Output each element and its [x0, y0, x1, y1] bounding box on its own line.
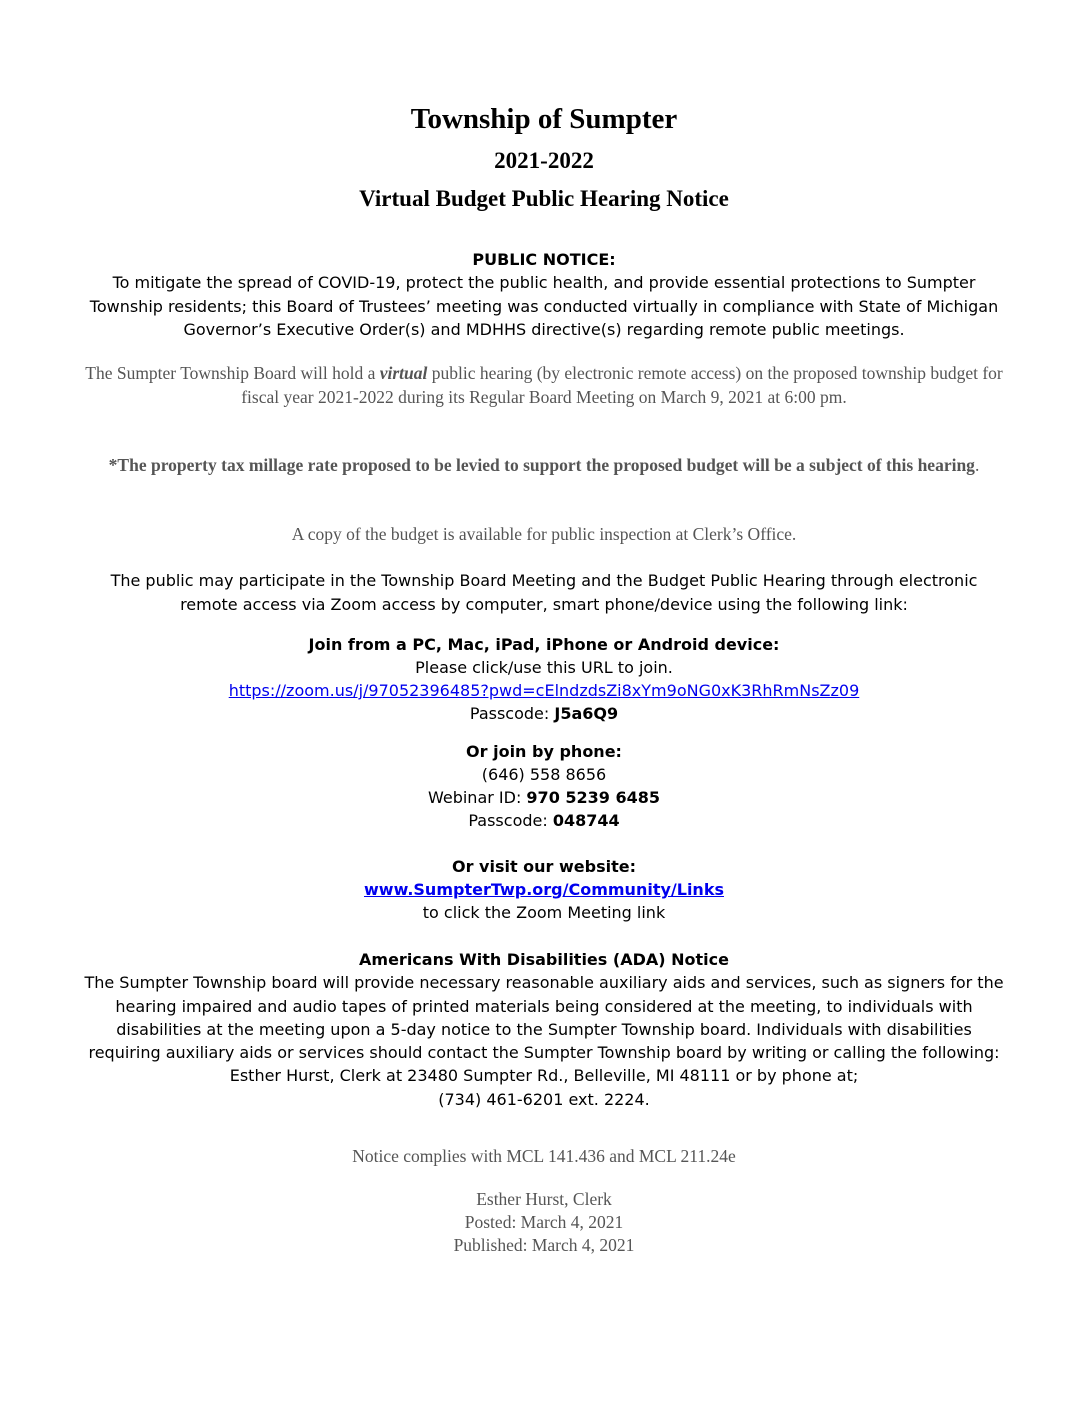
participation-paragraph: The public may participate in the Township Board Meeting and the Budget Public Hearing through electronic remote access via Zoom access by computer, smart phone/device using the following link: [110, 571, 978, 614]
join-phone-section [80, 740, 1008, 832]
millage-end: . [974, 455, 980, 475]
join-phone-heading: Or join by phone: [466, 742, 622, 761]
website-note: to click the Zoom Meeting link [422, 903, 666, 922]
fiscal-year-heading: 2021-2022 [494, 148, 594, 173]
webinar-id-line [80, 786, 1008, 809]
join-online-section [80, 633, 1008, 725]
signature-block [80, 1188, 1008, 1257]
webinar-id: 970 5239 6485 [526, 788, 661, 807]
ada-body: The Sumpter Township board will provide necessary reasonable auxiliary aids and services, such as signers for the hearing impaired and audio tapes of printed materials being considered at the meeting, to individuals with disabilities at the meeting upon a 5-day notice to the Sumpter Township board. Individuals with disabilities requiring auxiliary aids or services should contact the Sumpter Township board by writing or calling the following: Esther Hurst, Clerk at 23480 Sumpter Rd., Belleville, MI 48111 or by phone at; [84, 973, 1004, 1086]
webinar-id-label: Webinar ID: [427, 788, 527, 807]
hearing-text-after: public hearing (by electronic remote access) on the proposed township budget for fiscal year 2021-2022 during its Regular Board Meeting on March 9, 2021 at 6:00 pm. [241, 363, 1003, 407]
join-online-heading: Join from a PC, Mac, iPad, iPhone or Android device: [308, 635, 780, 654]
ada-heading: Americans With Disabilities (ADA) Notice [359, 950, 729, 969]
millage-text: *The property tax millage rate proposed to be levied to support the proposed budget will be a subject of this hearing [108, 455, 975, 475]
posted-date: Posted: March 4, 2021 [464, 1212, 624, 1232]
ada-section [80, 948, 1008, 1111]
page-title: Township of Sumpter [410, 103, 678, 135]
online-passcode-label: Passcode: [469, 704, 555, 723]
hearing-emphasis: virtual [379, 363, 428, 383]
phone-passcode-line [80, 809, 1008, 832]
website-section [80, 855, 1008, 924]
website-heading: Or visit our website: [451, 857, 637, 876]
hearing-text-before: The Sumpter Township Board will hold a [85, 363, 380, 383]
public-notice-body: To mitigate the spread of COVID-19, protect the public health, and provide essential protections to Sumpter Township residents; this Board of Trustees’ meeting was conducted virtually in compliance with State of Michigan Governor’s Executive Order(s) and MDHHS directive(s) regarding remote public meetings. [89, 273, 999, 339]
hearing-paragraph [80, 362, 1008, 409]
dial-in-number: (646) 558 8656 [481, 765, 607, 784]
zoom-meeting-link[interactable]: https://zoom.us/j/97052396485?pwd=cElndzdsZi8xYm9oNG0xK3RhRmNsZz09 [228, 681, 860, 700]
online-passcode-line [80, 702, 1008, 725]
notice-subtitle: Virtual Budget Public Hearing Notice [359, 186, 729, 211]
budget-copy-notice: A copy of the budget is available for public inspection at Clerk’s Office. [291, 524, 797, 544]
ada-phone: (734) 461-6201 ext. 2224. [438, 1089, 650, 1109]
online-passcode: J5a6Q9 [554, 704, 619, 723]
published-date: Published: March 4, 2021 [453, 1235, 635, 1255]
website-link[interactable]: www.SumpterTwp.org/Community/Links [364, 880, 724, 899]
millage-paragraph [80, 454, 1008, 478]
public-notice-heading: PUBLIC NOTICE: [472, 250, 616, 269]
phone-passcode: 048744 [552, 811, 620, 830]
compliance-statement: Notice complies with MCL 141.436 and MCL 211.24e [352, 1146, 736, 1166]
signer-name: Esther Hurst, Clerk [476, 1189, 612, 1209]
join-instruction: Please click/use this URL to join. [415, 658, 673, 677]
phone-passcode-label: Passcode: [468, 811, 553, 830]
